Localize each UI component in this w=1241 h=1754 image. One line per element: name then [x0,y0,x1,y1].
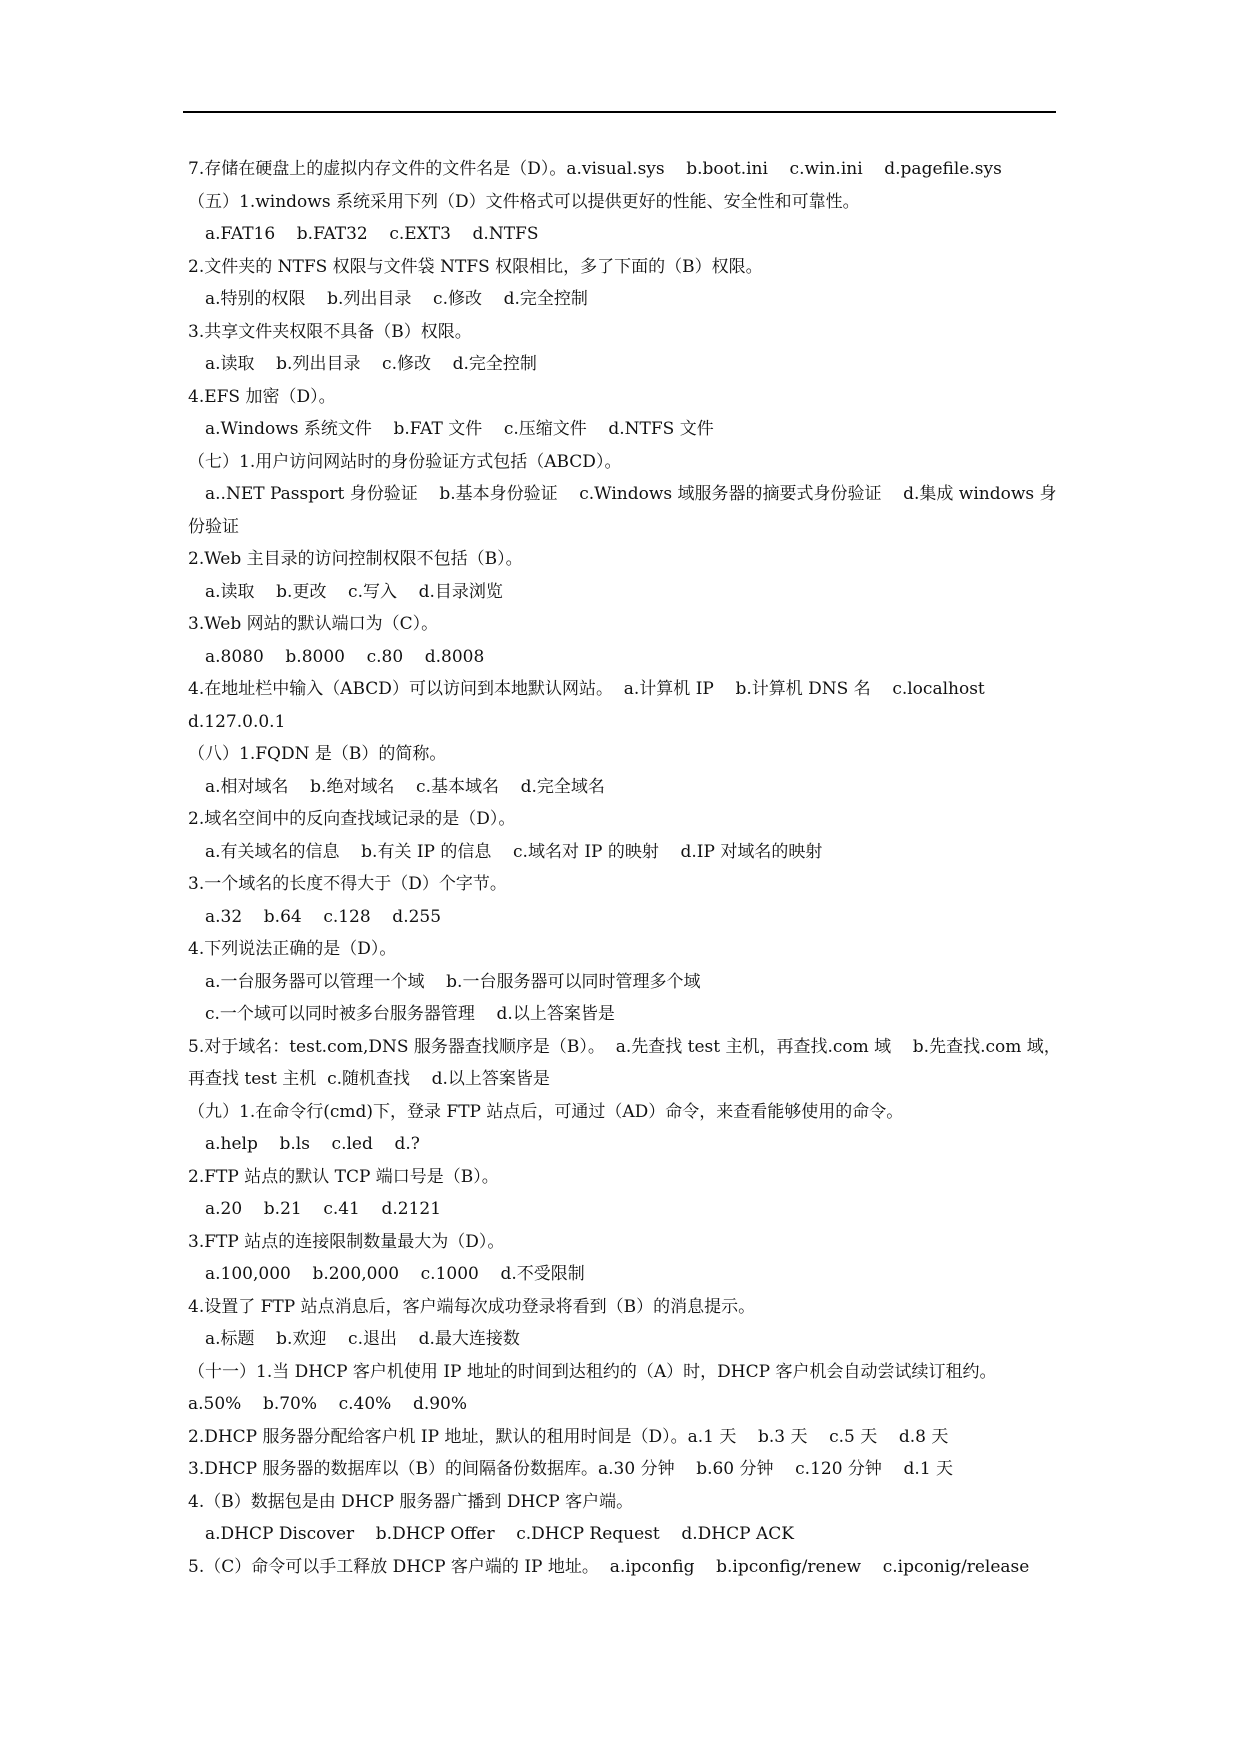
text-line: a.help b.ls c.led d.? [205,1134,420,1154]
text-line: a.标题 b.欢迎 c.退出 d.最大连接数 [205,1329,520,1349]
text-line: a.100,000 b.200,000 c.1000 d.不受限制 [205,1264,585,1284]
text-line: （七）1.用户访问网站时的身份验证方式包括（ABCD）。 [188,451,622,472]
text-line: 再查找 test 主机 c.随机查找 d.以上答案皆是 [188,1069,550,1089]
text-line: a.DHCP Discover b.DHCP Offer c.DHCP Request d.DHCP ACK [205,1524,794,1544]
header-rule [183,111,1056,113]
text-line: 2.文件夹的 NTFS 权限与文件袋 NTFS 权限相比，多了下面的（B）权限。 [188,256,763,277]
text-line: 4.（B）数据包是由 DHCP 服务器广播到 DHCP 客户端。 [188,1491,634,1512]
text-line: （五）1.windows 系统采用下列（D）文件格式可以提供更好的性能、安全性和可靠性。 [188,191,860,212]
text-line: （八）1.FQDN 是（B）的简称。 [188,744,447,764]
text-line: 2.域名空间中的反向查找域记录的是（D）。 [188,809,516,829]
text-line: a..NET Passport 身份验证 b.基本身份验证 c.Windows 域服务器的摘要式身份验证 d.集成 windows 身 [205,484,1057,504]
text-line: 5.对于域名：test.com,DNS 服务器查找顺序是（B）。 a.先查找 test 主机，再查找.com 域 b.先查找.com 域， [188,1036,1061,1057]
text-line: a.读取 b.列出目录 c.修改 d.完全控制 [205,354,537,374]
text-line: 3.FTP 站点的连接限制数量最大为（D）。 [188,1231,505,1252]
text-line: 4.EFS 加密（D）。 [188,386,336,407]
text-line: a.32 b.64 c.128 d.255 [205,906,442,927]
text-line: 份验证 [188,516,239,537]
text-line: a.特别的权限 b.列出目录 c.修改 d.完全控制 [205,289,588,309]
text-line: a.有关域名的信息 b.有关 IP 的信息 c.域名对 IP 的映射 d.IP 对域名的映射 [205,841,823,862]
text-line: 3.一个域名的长度不得大于（D）个字节。 [188,874,507,894]
text-line: a.8080 b.8000 c.80 d.8008 [205,646,485,667]
question-list [188,153,1068,1583]
text-line: 2.FTP 站点的默认 TCP 端口号是（B）。 [188,1166,499,1187]
text-line: c.一个域可以同时被多台服务器管理 d.以上答案皆是 [205,1004,615,1024]
text-line: 7.存储在硬盘上的虚拟内存文件的文件名是（D）。a.visual.sys b.boot.ini c.win.ini d.pagefile.sys [188,159,1002,179]
text-line: 2.Web 主目录的访问控制权限不包括（B）。 [188,549,523,569]
text-line: 5.（C）命令可以手工释放 DHCP 客户端的 IP 地址。 a.ipconfig b.ipconfig/renew c.ipconig/release [188,1556,1030,1577]
text-line: （十一）1.当 DHCP 客户机使用 IP 地址的时间到达租约的（A）时，DHCP 客户机会自动尝试续订租约。 [188,1361,997,1382]
text-line: a.20 b.21 c.41 d.2121 [205,1199,442,1219]
text-line: 4.设置了 FTP 站点消息后，客户端每次成功登录将看到（B）的消息提示。 [188,1296,756,1317]
text-line: d.127.0.0.1 [188,711,286,732]
text-line: a.FAT16 b.FAT32 c.EXT3 d.NTFS [205,224,539,244]
text-line: 4.在地址栏中输入（ABCD）可以访问到本地默认网站。 a.计算机 IP b.计算机 DNS 名 c.localhost [188,679,985,699]
text-line: 3.Web 网站的默认端口为（C）。 [188,614,439,634]
text-line: 2.DHCP 服务器分配给客户机 IP 地址，默认的租用时间是（D）。a.1 天 b.3 天 c.5 天 d.8 天 [188,1426,949,1447]
text-line: 3.共享文件夹权限不具备（B）权限。 [188,321,472,342]
text-line: a.读取 b.更改 c.写入 d.目录浏览 [205,581,503,602]
text-line: a.Windows 系统文件 b.FAT 文件 c.压缩文件 d.NTFS 文件 [205,419,714,439]
text-line: a.一台服务器可以管理一个域 b.一台服务器可以同时管理多个域 [205,971,701,992]
text-line: a.相对域名 b.绝对域名 c.基本域名 d.完全域名 [205,776,605,797]
text-line: a.50% b.70% c.40% d.90% [188,1394,468,1414]
text-line: 3.DHCP 服务器的数据库以（B）的间隔备份数据库。a.30 分钟 b.60 分钟 c.120 分钟 d.1 天 [188,1459,954,1479]
text-line: 4.下列说法正确的是（D）。 [188,939,397,959]
text-line: （九）1.在命令行(cmd)下，登录 FTP 站点后，可通过（AD）命令，来查看能够使用的命令。 [188,1101,904,1122]
